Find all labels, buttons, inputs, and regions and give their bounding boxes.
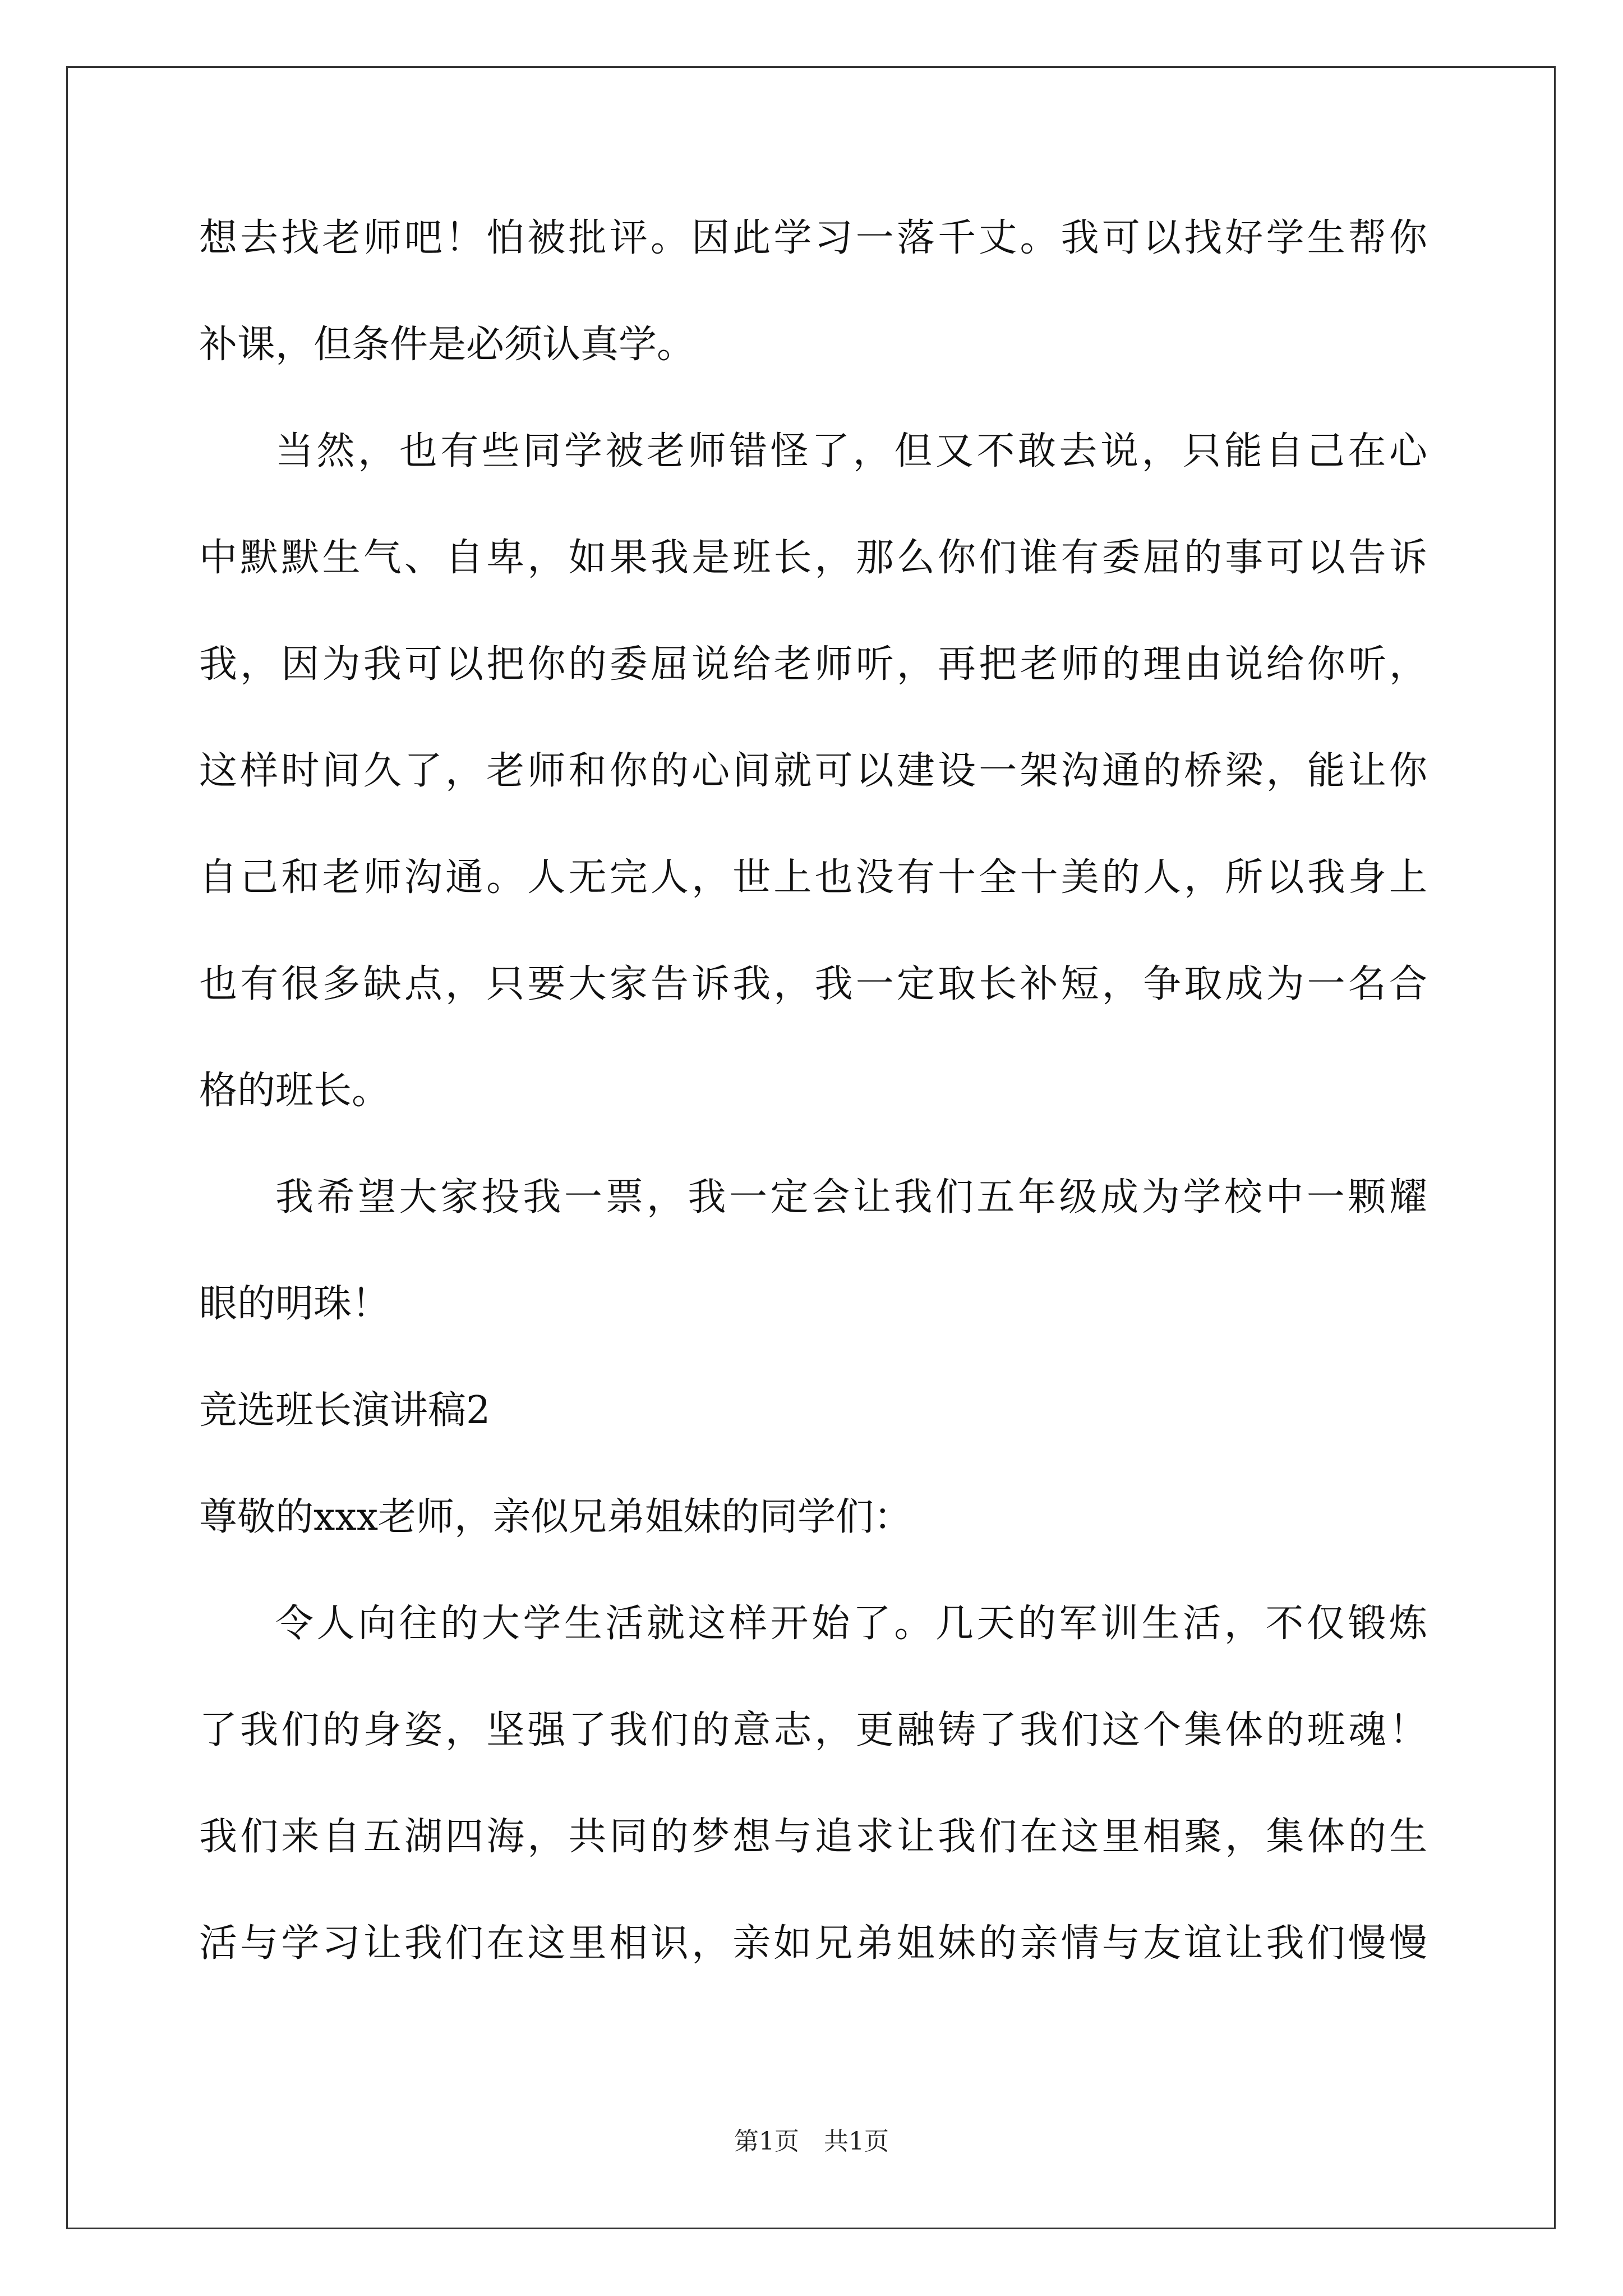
text-line: 补课，但条件是必须认真学。 xyxy=(199,323,695,367)
page-footer: 第1页 共1页 xyxy=(734,2127,889,2156)
text-line: 了我们的身姿，坚强了我们的意志，更融铸了我们这个集体的班魂！ xyxy=(199,1708,1427,1752)
page-border xyxy=(66,66,1556,2229)
text-line: 这样时间久了，老师和你的心间就可以建设一架沟通的桥梁，能让你 xyxy=(199,749,1427,793)
text-line: 格的班长。 xyxy=(199,1069,390,1113)
text-line: 我们来自五湖四海，共同的梦想与追求让我们在这里相聚，集体的生 xyxy=(199,1815,1427,1859)
section-heading: 竞选班长演讲稿2 xyxy=(199,1388,491,1433)
paragraph-first-line: 我希望大家投我一票，我一定会让我们五年级成为学校中一颗耀 xyxy=(275,1175,1427,1220)
salutation: 尊敬的xxx老师，亲似兄弟姐妹的同学们： xyxy=(199,1495,912,1539)
text-line: 自己和老师沟通。人无完人，世上也没有十全十美的人，所以我身上 xyxy=(199,855,1427,900)
paragraph-first-line: 令人向往的大学生活就这样开始了。几天的军训生活，不仅锻炼 xyxy=(275,1602,1427,1646)
text-line: 活与学习让我们在这里相识，亲如兄弟姐妹的亲情与友谊让我们慢慢 xyxy=(199,1921,1427,1966)
text-line: 眼的明珠！ xyxy=(199,1282,390,1326)
text-line: 也有很多缺点，只要大家告诉我，我一定取长补短，争取成为一名合 xyxy=(199,962,1427,1006)
text-line: 我，因为我可以把你的委屈说给老师听，再把老师的理由说给你听， xyxy=(199,642,1427,687)
paragraph-first-line: 当然，也有些同学被老师错怪了，但又不敢去说，只能自己在心 xyxy=(275,429,1427,473)
text-line: 想去找老师吧！怕被批评。因此学习一落千丈。我可以找好学生帮你 xyxy=(199,216,1427,260)
text-line: 中默默生气、自卑，如果我是班长，那么你们谁有委屈的事可以告诉 xyxy=(199,536,1427,580)
